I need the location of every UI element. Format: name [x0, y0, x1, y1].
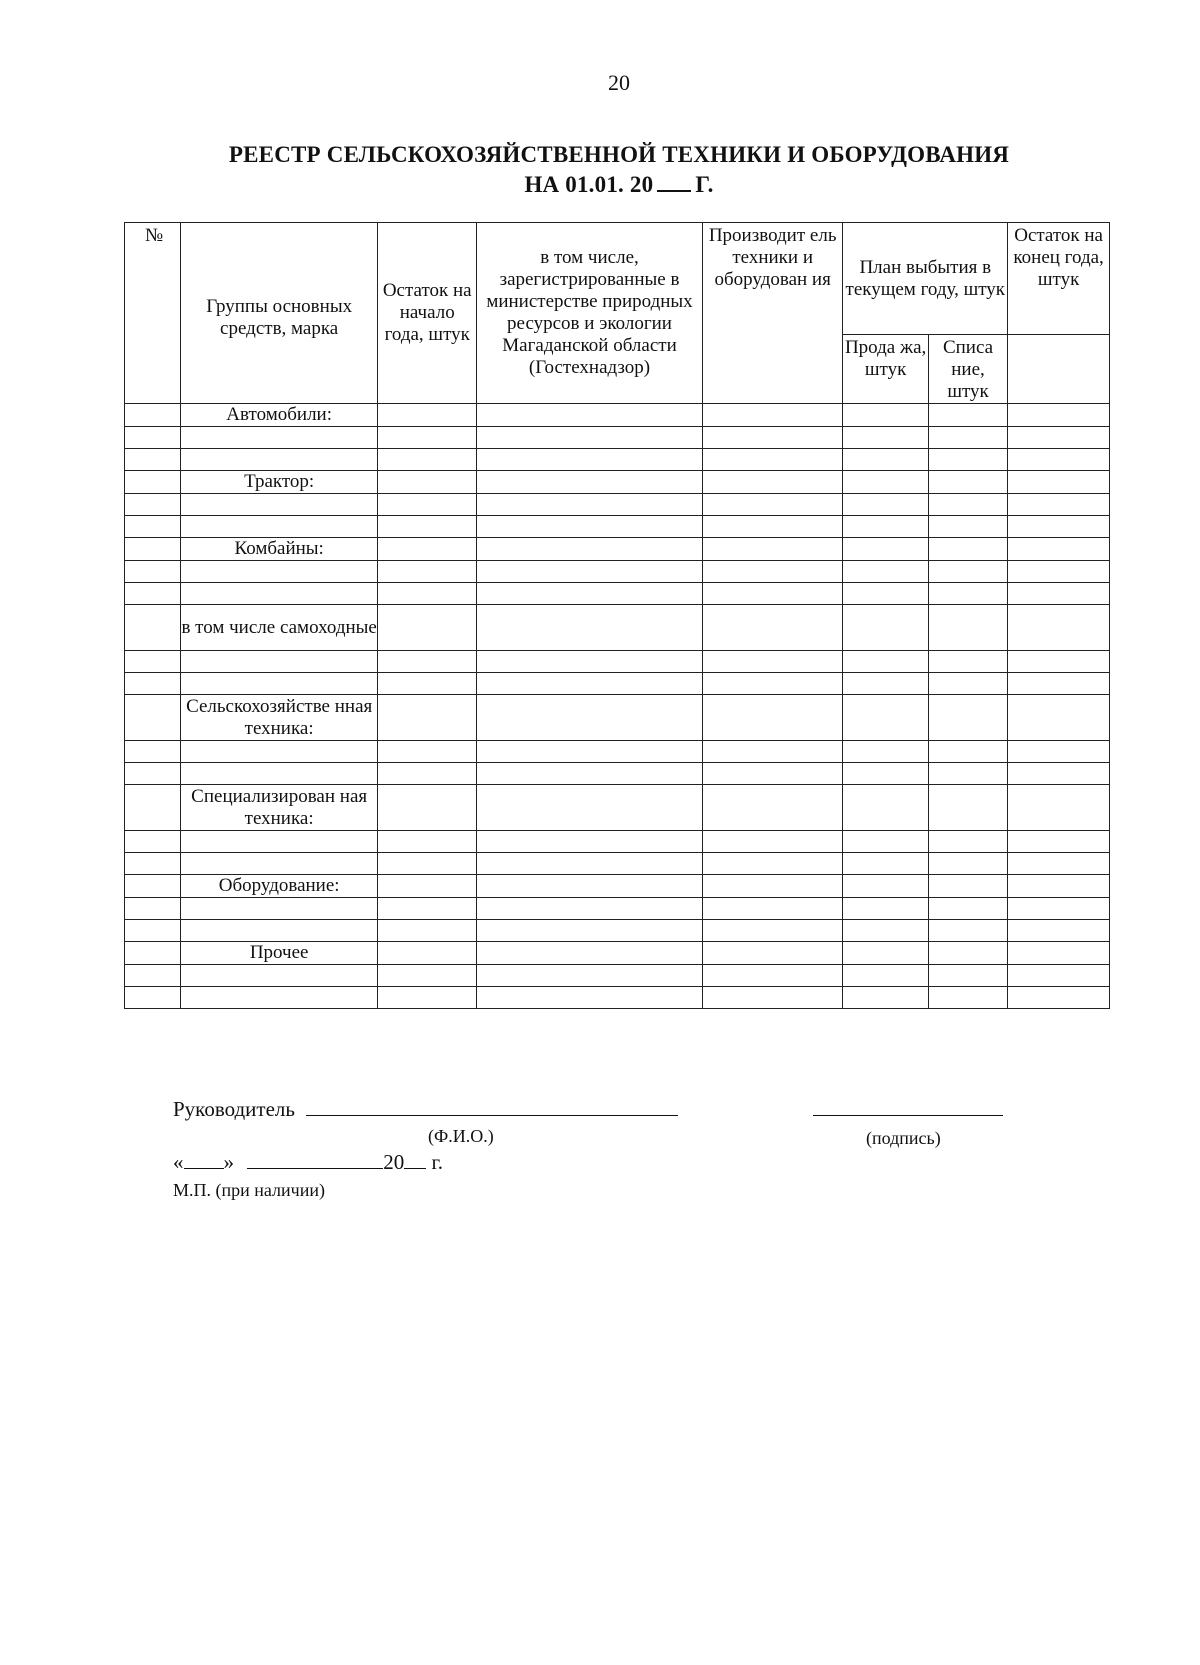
table-cell[interactable]: [928, 516, 1007, 538]
table-row: [125, 942, 1110, 965]
table-row: [125, 853, 1110, 875]
table-cell[interactable]: [843, 965, 928, 987]
table-cell[interactable]: [477, 583, 703, 605]
date-year-field[interactable]: [404, 1168, 426, 1169]
table-cell[interactable]: [702, 920, 842, 942]
header-number: №: [125, 223, 181, 404]
table-cell[interactable]: [378, 853, 477, 875]
table-cell[interactable]: [180, 853, 377, 875]
table-cell[interactable]: [702, 942, 842, 965]
table-cell[interactable]: [125, 673, 181, 695]
table-cell[interactable]: [477, 471, 703, 494]
table-cell[interactable]: [928, 427, 1007, 449]
table-cell[interactable]: [125, 965, 181, 987]
table-cell[interactable]: [180, 651, 377, 673]
table-cell[interactable]: [125, 427, 181, 449]
table-cell[interactable]: [125, 538, 181, 561]
table-cell[interactable]: [928, 471, 1007, 494]
table-cell[interactable]: [378, 494, 477, 516]
header-sale: Прода жа, штук: [843, 335, 928, 404]
table-cell[interactable]: [702, 987, 842, 1009]
table-cell[interactable]: [1008, 987, 1110, 1009]
table-cell[interactable]: [477, 605, 703, 651]
table-cell[interactable]: [702, 785, 842, 831]
table-cell[interactable]: [477, 673, 703, 695]
table-cell[interactable]: [1008, 763, 1110, 785]
table-row: [125, 695, 1110, 741]
head-signature-line: [173, 1097, 678, 1122]
table-cell[interactable]: [125, 831, 181, 853]
header-writeoff: Списа ние, штук: [928, 335, 1007, 404]
table-row: [125, 763, 1110, 785]
table-cell[interactable]: [843, 404, 928, 427]
table-cell[interactable]: [928, 651, 1007, 673]
table-cell[interactable]: [378, 516, 477, 538]
table-cell[interactable]: [477, 965, 703, 987]
table-row: [125, 987, 1110, 1009]
table-cell[interactable]: [928, 853, 1007, 875]
table-cell[interactable]: [928, 404, 1007, 427]
table-cell[interactable]: [928, 741, 1007, 763]
table-cell[interactable]: [702, 449, 842, 471]
table-cell[interactable]: [125, 695, 181, 741]
table-cell[interactable]: [1008, 516, 1110, 538]
table-cell[interactable]: [843, 651, 928, 673]
table-cell[interactable]: [928, 763, 1007, 785]
table-row: [125, 538, 1110, 561]
table-cell[interactable]: [843, 427, 928, 449]
table-row: [125, 651, 1110, 673]
table-cell[interactable]: [1008, 942, 1110, 965]
table-cell[interactable]: [1008, 583, 1110, 605]
table-cell[interactable]: [928, 920, 1007, 942]
table-cell[interactable]: [928, 494, 1007, 516]
table-cell[interactable]: [1008, 853, 1110, 875]
table-cell[interactable]: [843, 673, 928, 695]
table-cell[interactable]: [843, 898, 928, 920]
table-row: [125, 404, 1110, 427]
table-cell[interactable]: [180, 494, 377, 516]
table-row: [125, 831, 1110, 853]
table-cell[interactable]: [843, 785, 928, 831]
table-cell[interactable]: [928, 561, 1007, 583]
table-cell[interactable]: [477, 538, 703, 561]
table-cell[interactable]: [378, 561, 477, 583]
table-cell[interactable]: [125, 942, 181, 965]
date-month-field[interactable]: [247, 1168, 383, 1169]
fio-field[interactable]: [306, 1115, 678, 1116]
table-cell[interactable]: [928, 987, 1007, 1009]
table-cell[interactable]: [1008, 875, 1110, 898]
table-cell[interactable]: [843, 449, 928, 471]
table-row: [125, 673, 1110, 695]
table-cell[interactable]: [843, 605, 928, 651]
table-cell[interactable]: [1008, 651, 1110, 673]
table-cell[interactable]: [702, 538, 842, 561]
table-cell[interactable]: [477, 898, 703, 920]
table-cell[interactable]: [843, 561, 928, 583]
year-blank: [657, 172, 691, 192]
table-cell[interactable]: [702, 516, 842, 538]
table-cell[interactable]: [378, 427, 477, 449]
signature-caption: (подпись): [866, 1128, 941, 1148]
table-cell[interactable]: [702, 651, 842, 673]
table-cell[interactable]: [843, 516, 928, 538]
table-row: [125, 898, 1110, 920]
table-cell[interactable]: [477, 651, 703, 673]
table-cell[interactable]: [477, 561, 703, 583]
table-cell[interactable]: [1008, 605, 1110, 651]
table-cell[interactable]: [843, 471, 928, 494]
table-cell[interactable]: [702, 427, 842, 449]
title-line-1: РЕЕСТР СЕЛЬСКОХОЗЯЙСТВЕННОЙ ТЕХНИКИ И ОБОРУДОВАНИЯ: [228, 142, 1010, 167]
table-cell[interactable]: [1008, 561, 1110, 583]
table-cell[interactable]: [702, 471, 842, 494]
table-cell[interactable]: [378, 875, 477, 898]
table-cell[interactable]: [928, 605, 1007, 651]
date-year-suffix: г.: [431, 1150, 443, 1174]
table-cell[interactable]: [378, 605, 477, 651]
table-cell[interactable]: [843, 583, 928, 605]
table-cell[interactable]: [928, 965, 1007, 987]
table-cell[interactable]: [928, 898, 1007, 920]
table-cell[interactable]: [928, 785, 1007, 831]
table-row: [125, 583, 1110, 605]
group-label-cars: Автомобили:: [180, 404, 377, 427]
table-row: [125, 561, 1110, 583]
table-cell[interactable]: [125, 583, 181, 605]
table-cell[interactable]: [125, 471, 181, 494]
table-cell[interactable]: [378, 785, 477, 831]
table-cell[interactable]: [1008, 695, 1110, 741]
table-cell[interactable]: [928, 831, 1007, 853]
title-date-prefix: НА 01.01. 20: [524, 172, 654, 197]
table-row: [125, 449, 1110, 471]
table-cell[interactable]: [125, 920, 181, 942]
head-label: Руководитель: [173, 1097, 295, 1121]
table-cell[interactable]: [125, 605, 181, 651]
table-cell[interactable]: [1008, 538, 1110, 561]
table-cell[interactable]: [843, 494, 928, 516]
table-cell[interactable]: [928, 673, 1007, 695]
table-cell[interactable]: [378, 538, 477, 561]
header-plan: План выбытия в текущем году, штук: [843, 223, 1008, 335]
table-cell[interactable]: [125, 516, 181, 538]
table-cell[interactable]: [378, 471, 477, 494]
table-cell[interactable]: [378, 965, 477, 987]
table-cell[interactable]: [843, 942, 928, 965]
table-cell[interactable]: [378, 583, 477, 605]
table-cell[interactable]: [477, 987, 703, 1009]
table-cell[interactable]: [125, 741, 181, 763]
table-cell[interactable]: [702, 898, 842, 920]
table-cell[interactable]: [378, 920, 477, 942]
table-cell[interactable]: [378, 942, 477, 965]
table-cell[interactable]: [702, 965, 842, 987]
table-cell[interactable]: [928, 538, 1007, 561]
table-cell[interactable]: [843, 538, 928, 561]
register-table: [124, 222, 1110, 1009]
table-cell[interactable]: [928, 583, 1007, 605]
table-cell[interactable]: [477, 427, 703, 449]
table-cell[interactable]: [477, 831, 703, 853]
table-cell[interactable]: [1008, 471, 1110, 494]
table-cell[interactable]: [1008, 741, 1110, 763]
table-cell[interactable]: [125, 494, 181, 516]
table-cell[interactable]: [378, 831, 477, 853]
table-row: [125, 785, 1110, 831]
table-cell[interactable]: [843, 875, 928, 898]
table-cell[interactable]: [378, 987, 477, 1009]
table-cell[interactable]: [928, 449, 1007, 471]
table-cell[interactable]: [477, 449, 703, 471]
fio-caption: (Ф.И.О.): [428, 1126, 494, 1146]
table-cell[interactable]: [180, 516, 377, 538]
table-cell[interactable]: [180, 561, 377, 583]
table-cell[interactable]: [702, 605, 842, 651]
table-cell[interactable]: [180, 427, 377, 449]
table-cell[interactable]: [928, 942, 1007, 965]
table-row: [125, 494, 1110, 516]
table-row: [125, 516, 1110, 538]
table-cell[interactable]: [702, 494, 842, 516]
date-open-quote: «: [173, 1150, 184, 1174]
table-cell[interactable]: [477, 875, 703, 898]
group-label-tractor: Трактор:: [180, 471, 377, 494]
table-cell[interactable]: [843, 920, 928, 942]
table-cell[interactable]: [378, 449, 477, 471]
table-cell[interactable]: [125, 898, 181, 920]
table-cell[interactable]: [702, 404, 842, 427]
table-cell[interactable]: [378, 404, 477, 427]
table-cell[interactable]: [378, 673, 477, 695]
page-number: 20: [608, 70, 630, 95]
table-row: [125, 741, 1110, 763]
table-cell[interactable]: [843, 831, 928, 853]
table-cell[interactable]: [125, 449, 181, 471]
group-label-equipment: Оборудование:: [180, 875, 377, 898]
header-producer: Производит ель техники и оборудован ия: [702, 223, 842, 404]
table-cell[interactable]: [843, 987, 928, 1009]
date-close-quote: »: [223, 1150, 234, 1174]
signature-field-wrap: [813, 1097, 1003, 1122]
document-title: [0, 140, 1200, 200]
table-cell[interactable]: [702, 741, 842, 763]
table-cell[interactable]: [1008, 673, 1110, 695]
table-cell[interactable]: [378, 898, 477, 920]
title-date-suffix: Г.: [695, 172, 714, 197]
table-cell[interactable]: [702, 673, 842, 695]
table-row: [125, 965, 1110, 987]
table-cell[interactable]: [1008, 449, 1110, 471]
table-cell[interactable]: [1008, 785, 1110, 831]
table-cell[interactable]: [125, 561, 181, 583]
table-cell[interactable]: [702, 561, 842, 583]
table-cell[interactable]: [702, 763, 842, 785]
table-cell[interactable]: [702, 853, 842, 875]
table-cell[interactable]: [477, 942, 703, 965]
table-cell[interactable]: [843, 695, 928, 741]
table-cell[interactable]: [1008, 965, 1110, 987]
table-cell[interactable]: [1008, 494, 1110, 516]
table-cell[interactable]: [928, 695, 1007, 741]
header-start-balance: Остаток на начало года, штук: [378, 223, 477, 404]
table-cell[interactable]: [125, 651, 181, 673]
table-cell[interactable]: [125, 875, 181, 898]
table-row: [125, 920, 1110, 942]
table-cell[interactable]: [843, 763, 928, 785]
table-cell[interactable]: [125, 763, 181, 785]
table-cell[interactable]: [1008, 427, 1110, 449]
table-cell[interactable]: [125, 785, 181, 831]
table-cell[interactable]: [378, 741, 477, 763]
signature-field[interactable]: [813, 1115, 1003, 1116]
table-cell[interactable]: [702, 831, 842, 853]
table-cell[interactable]: [1008, 404, 1110, 427]
table-cell[interactable]: [180, 965, 377, 987]
table-cell[interactable]: [477, 785, 703, 831]
table-cell[interactable]: [180, 920, 377, 942]
table-cell[interactable]: [180, 741, 377, 763]
table-cell[interactable]: [702, 695, 842, 741]
group-label-combines: Комбайны:: [180, 538, 377, 561]
table-cell[interactable]: [477, 695, 703, 741]
table-cell[interactable]: [477, 920, 703, 942]
table-row: [125, 875, 1110, 898]
group-label-special-machinery: Специализирован ная техника:: [180, 785, 377, 831]
table-cell[interactable]: [477, 494, 703, 516]
table-cell[interactable]: [702, 583, 842, 605]
header-end-balance-empty: [1008, 335, 1110, 404]
table-row: [125, 427, 1110, 449]
table-cell[interactable]: [1008, 920, 1110, 942]
group-label-agri-machinery: Сельскохозяйстве нная техника:: [180, 695, 377, 741]
table-cell[interactable]: [378, 695, 477, 741]
table-row: [125, 605, 1110, 651]
table-cell[interactable]: [180, 763, 377, 785]
group-label-self-propelled: в том числе самоходные: [180, 605, 377, 651]
table-cell[interactable]: [180, 673, 377, 695]
stamp-note: М.П. (при наличии): [173, 1180, 325, 1200]
table-cell[interactable]: [477, 853, 703, 875]
group-label-other: Прочее: [180, 942, 377, 965]
table-cell[interactable]: [125, 853, 181, 875]
table-cell[interactable]: [477, 404, 703, 427]
table-cell[interactable]: [125, 987, 181, 1009]
date-day-field[interactable]: [184, 1168, 224, 1169]
table-cell[interactable]: [477, 516, 703, 538]
table-cell[interactable]: [180, 449, 377, 471]
table-cell[interactable]: [180, 987, 377, 1009]
table-cell[interactable]: [378, 763, 477, 785]
header-end-balance: Остаток на конец года, штук: [1008, 223, 1110, 335]
table-cell[interactable]: [1008, 898, 1110, 920]
table-cell[interactable]: [477, 763, 703, 785]
table-cell[interactable]: [180, 898, 377, 920]
table-cell[interactable]: [378, 651, 477, 673]
table-cell[interactable]: [477, 741, 703, 763]
table-cell[interactable]: [702, 875, 842, 898]
table-row: [125, 471, 1110, 494]
date-line: [173, 1150, 443, 1175]
table-cell[interactable]: [180, 583, 377, 605]
header-groups: Группы основных средств, марка: [180, 223, 377, 404]
header-registered: в том числе, зарегистрированные в министерстве природных ресурсов и экологии Магаданской области (Гостехнадзор): [477, 223, 703, 404]
table-cell[interactable]: [843, 853, 928, 875]
table-cell[interactable]: [928, 875, 1007, 898]
table-cell[interactable]: [125, 404, 181, 427]
table-cell[interactable]: [1008, 831, 1110, 853]
date-year-prefix: 20: [383, 1150, 405, 1174]
table-cell[interactable]: [180, 831, 377, 853]
table-cell[interactable]: [843, 741, 928, 763]
title-line-2: [0, 170, 1200, 200]
